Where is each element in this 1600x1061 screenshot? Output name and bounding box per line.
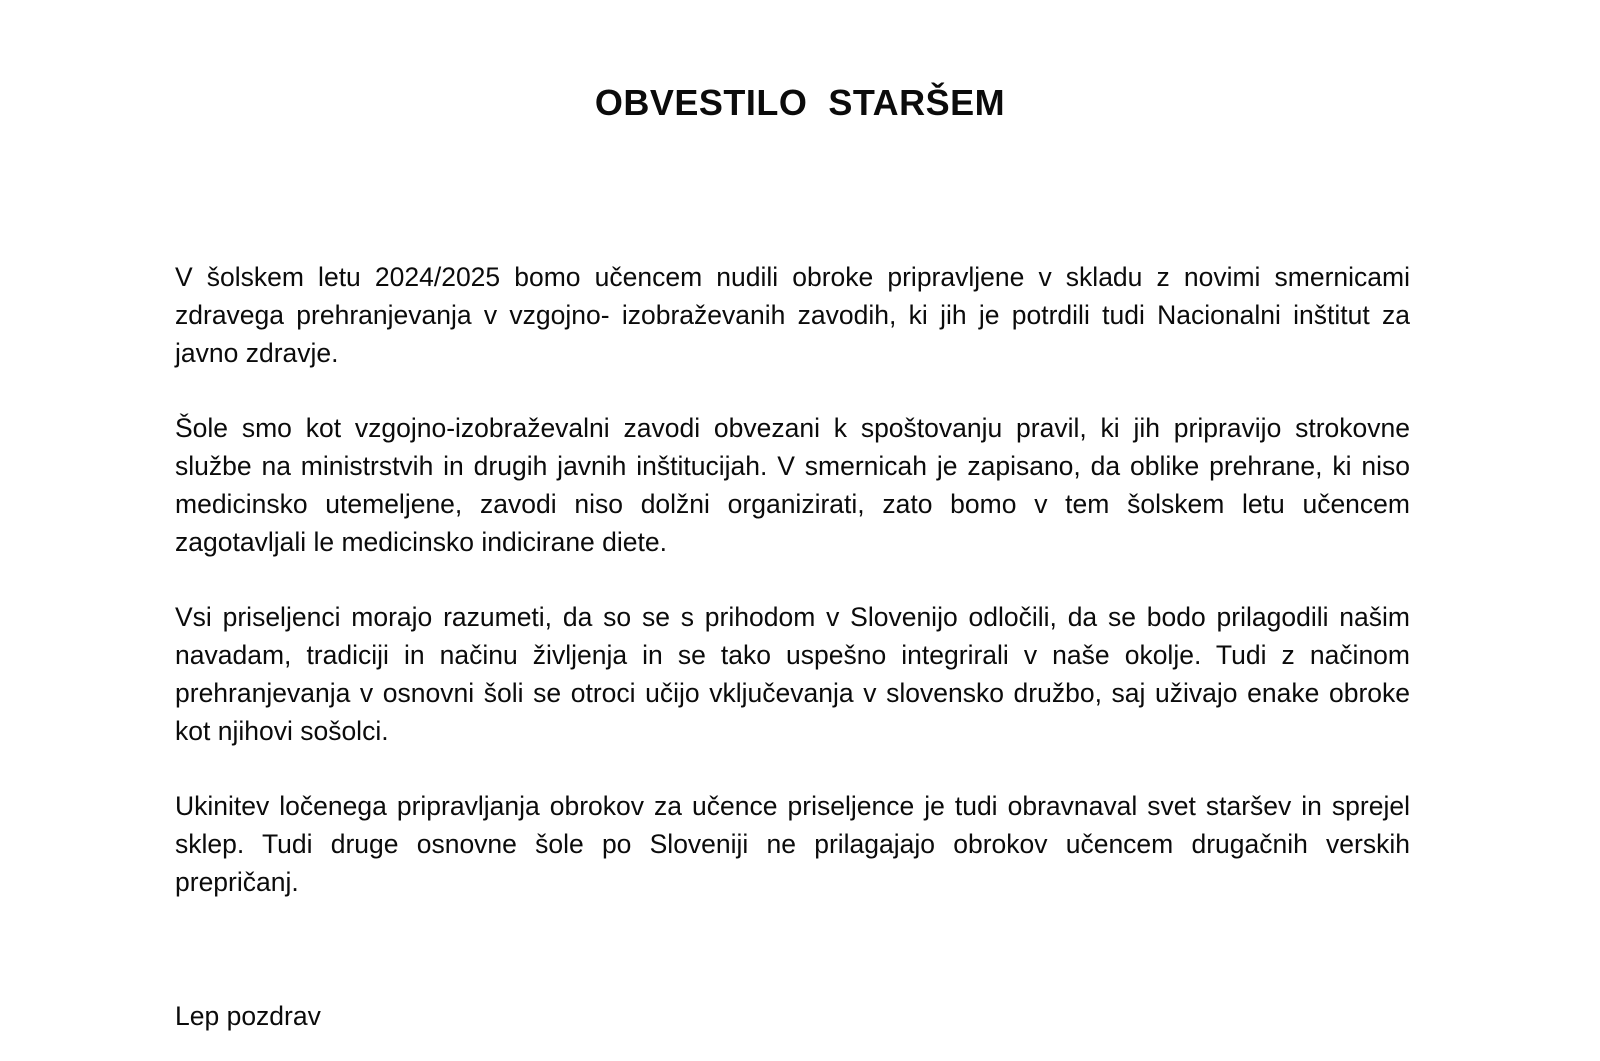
paragraph-school-year-meals: V šolskem letu 2024/2025 bomo učencem nudili obroke pripravljene v skladu z novimi smernicami zdravega prehranjevanja v vzgojno- izobraževanih zavodih, ki jih je potrdili tudi Nacionalni inštitut za javno zdravje. bbox=[175, 262, 1410, 368]
closing-salutation: Lep pozdrav bbox=[175, 1001, 321, 1031]
paragraph-parents-council-decision: Ukinitev ločenega pripravljanja obrokov za učence priseljence je tudi obravnaval svet staršev in sprejel sklep. Tudi druge osnovne šole po Sloveniji ne prilagajajo obrokov učencem drugačnih verskih prepričanj. bbox=[175, 791, 1410, 897]
paragraph-school-obligations: Šole smo kot vzgojno-izobraževalni zavodi obvezani k spoštovanju pravil, ki jih pripravijo strokovne službe na ministrstvih in drugih javnih inštitucijah. V smernicah je zapisano, da oblike prehrane, ki niso medicinsko utemeljene, zavodi niso dolžni organizirati, zato bomo v tem šolskem letu učencem zagotavljali le medicinsko indicirane diete. bbox=[175, 413, 1410, 557]
paragraph-immigrants-integration: Vsi priseljenci morajo razumeti, da so se s prihodom v Slovenijo odločili, da se bodo prilagodili našim navadam, tradiciji in načinu življenja in se tako uspešno integrirali v naše okolje. Tudi z načinom prehranjevanja v osnovni šoli se otroci učijo vključevanja v slovensko družbo, saj uživajo enake obroke kot njihovi sošolci. bbox=[175, 602, 1410, 746]
document-body bbox=[175, 258, 1410, 1035]
document-title: OBVESTILO STARŠEM bbox=[594, 82, 1006, 123]
